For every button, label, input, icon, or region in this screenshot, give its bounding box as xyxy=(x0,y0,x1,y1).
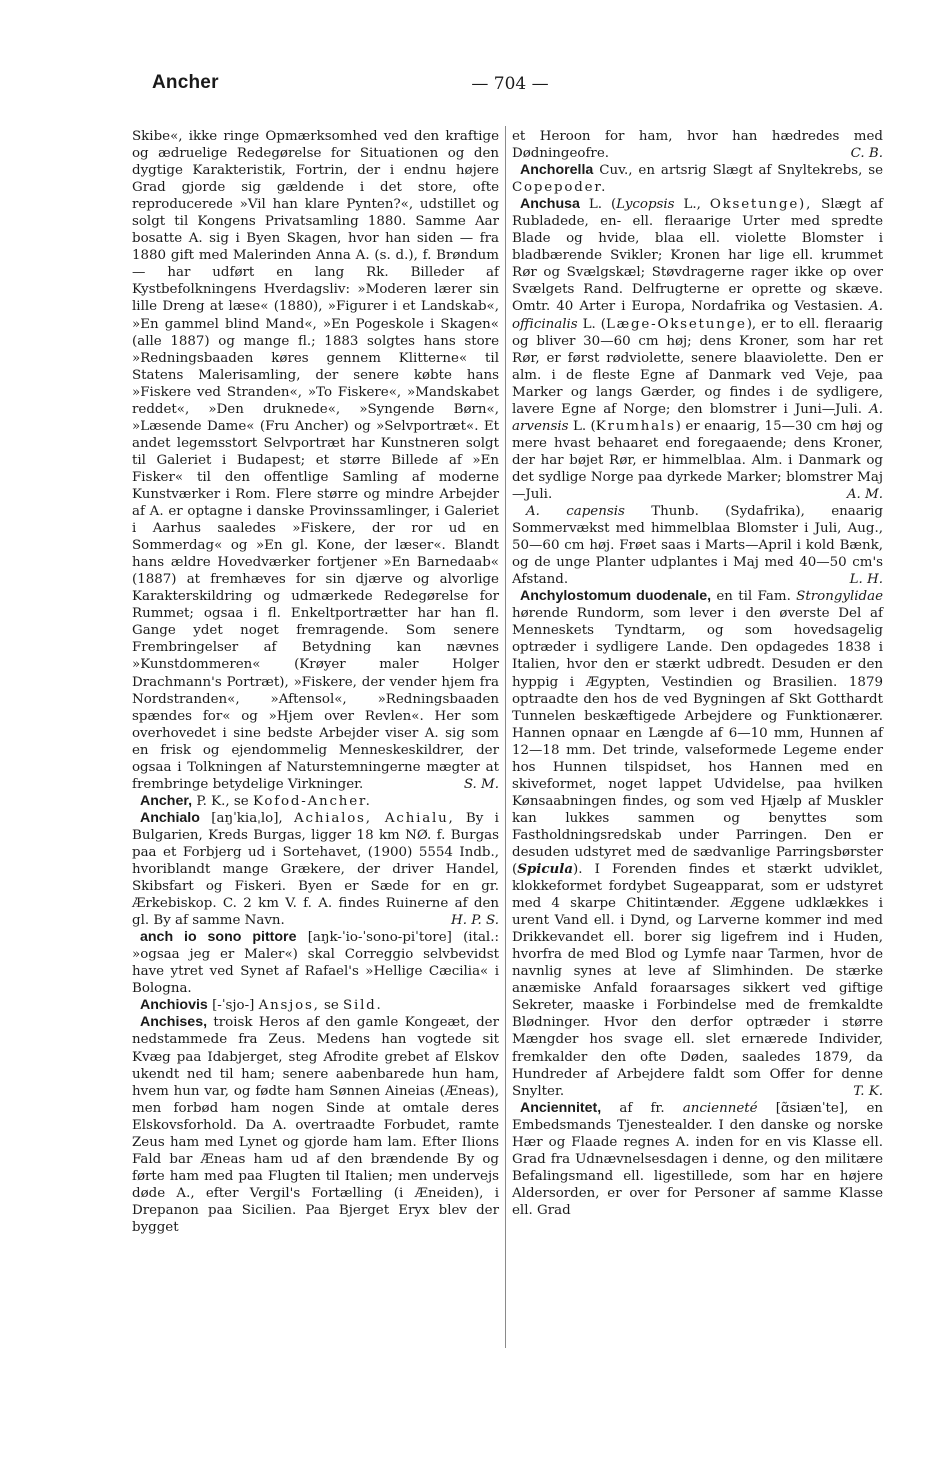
cross-reference: Sild. xyxy=(343,998,383,1014)
entry-text: L., xyxy=(683,197,701,213)
entry-text: troisk Heros af den gamle Kongeæt, der nedstammede fra Zeus. Medens han vogtede sit Kvæg paa Idabjerget, steg Afrodite grebet af Elskov ukendt ned til ham; senere aabenbarede hun ham, hvem hun var, og fødte ham Sønnen Aineias (Æneas), men forbød ham nogen Sinde at omtale deres Elskovsforhold. Da A. overtraadte Forbudet, ramte Zeus ham med Lynet og gjorde ham lam. Efter Ilions Fald bar Æneas ham ud af den brændende By og førte ham med paa Flugten til Italien; men undervejs døde A., efter Vergil's Fortælling (i Æneiden), i Drepanon paa Sicilien. Paa Bjerget Eryx blev der bygget xyxy=(132,1015,499,1235)
latin-name: A. officinalis xyxy=(512,299,883,332)
running-head: Ancher xyxy=(152,72,219,93)
entry-continuation xyxy=(512,128,883,162)
headword: Anciennitet, xyxy=(520,1099,602,1116)
headword: Ancher, xyxy=(140,792,193,809)
author-signature: A. M. xyxy=(846,486,883,502)
entry-text: af fr. xyxy=(619,1100,665,1116)
pronunciation: [aŋˈkiaˌlo], xyxy=(211,810,283,826)
entry-anciennitet xyxy=(512,1100,883,1219)
entry-anchiovis xyxy=(132,997,499,1014)
entry-text: se xyxy=(323,998,339,1014)
variant-names: Achialos, Achialu, xyxy=(294,810,455,826)
page-number: — 704 — xyxy=(471,74,549,94)
column-divider xyxy=(505,126,506,1348)
headword: Anchusa xyxy=(520,196,580,213)
author-signature: T. K. xyxy=(853,1083,883,1099)
entry-anchusa xyxy=(512,196,883,503)
headword: Anchiovis xyxy=(140,997,208,1014)
latin-name: Spicula xyxy=(517,861,574,878)
entry-text: By i Bulgarien, Kreds Burgas, ligger 18 km NØ. f. Burgas paa et Forbjerg ud i Sortehavet, (1900) 5554 Indb., hvoriblandt mange Grækere, der driver Handel, Skibsfart og Fiskeri. Byen er Sæde for en gr. Ærkebiskop. C. 2 km V. f. A. findes Ruinerne af den gl. By af samme Navn. xyxy=(132,810,499,929)
common-name: Krumhals xyxy=(595,418,676,434)
entry-text: ). I Forenden findes et stærkt udviklet, klokkeformet fordybet Sugeapparat, som er udstyret med 4 skarpe Chitintænder. Æggene udklækkes i urent Vand ell. i Dynd, og Larverne kommer ind med Drikkevandet ell. borer sig ligefrem ind i Huden, hvorfra de med Blod og Lymfe naar Tarmen, hvor de navnlig synes at leve af Slimhinden. De stærke anæmiske Anfald foraarsages sikkert ved giftige Sekreter, maaske i Forbindelse med de fremkaldte Blødninger. Hvor den derfor optræder i større Mængder hos svage ell. slet ernærede Individer, fremkalder den ofte Døden, saaledes 1879, da Hundreder af Arbejdere faldt som Offer for denne Snylter. xyxy=(512,862,883,1099)
common-name: Oksetunge), xyxy=(709,197,813,213)
entry-ancher-pk xyxy=(132,793,499,810)
latin-name: A. arvensis xyxy=(512,401,883,434)
headword: anch io sono pittore xyxy=(140,929,297,946)
headword: Anchises, xyxy=(140,1014,208,1031)
left-column xyxy=(132,128,499,1236)
cross-reference: Kofod-Ancher. xyxy=(252,793,372,809)
entry-text: L. ( xyxy=(588,197,617,213)
entry-text: L. ( xyxy=(572,418,596,434)
latin-name: Strongylidae xyxy=(796,589,883,605)
entry-anchialo xyxy=(132,810,499,929)
headword: Anchialo xyxy=(140,809,200,826)
latin-name: Lycopsis xyxy=(616,197,675,213)
entry-anchusa-capensis xyxy=(512,503,883,588)
entry-text: ), er to ell. fleraarig og bliver 30—60 cm høj; dens Kroner, som har ret Rør, er først rødviolette, senere blaaviolette. Den er alm. i de fleste Egne af Danmark ved Veje, paa Marker og langs Gærder, og findes i de sydligere, lavere Egne af Norge; den blomstrer i Juni—Juli. xyxy=(512,316,883,417)
foreign-word: ancienneté xyxy=(682,1100,758,1116)
entry-anchises xyxy=(132,1014,499,1236)
entry-text: Slægt af Rubladede, en- ell. fleraarige Urter med spredte Blade og hvide, blaa ell. violette Blomster i bladbærende Svikler; Kronen har lige ell. krummet Rør og Svælgskæl; Støvdragerne rager ikke op over Svælgets Rand. Delfrugterne er oprette og skæve. Omtr. 40 Arter i Europa, Nordafrika og Vestasien. xyxy=(512,197,883,315)
entry-text: en til Fam. xyxy=(716,589,791,605)
author-signature: C. B. xyxy=(850,146,883,162)
pronunciation: [-ˈsjo-] xyxy=(212,998,255,1014)
entry-anchylostomum xyxy=(512,588,883,1099)
right-column xyxy=(512,128,883,1219)
headword: Anchylostomum duodenale, xyxy=(520,588,712,605)
entry-text: L. ( xyxy=(582,316,606,332)
entry-text: Thunb. (Sydafrika), enaarig Sommervækst med himmelblaa Blomster i Juli, Aug., 50—60 cm høj. Frøet saas i Marts—April i kold Bænk, og de unge Planter udplantes i Maj med 40—50 cm's Afstand. xyxy=(512,504,883,588)
entry-text: hørende Rundorm, som lever i den øverste Del af Menneskets Tyndtarm, og som hovedsagelig optræder i sydligere Lande. Den opdagedes 1838 i Italien, hvor den er stærkt udbredt. Desuden er den hyppig i Ægypten, Vestindien og Brasilien. 1879 optraadte den hos de ved Bygningen af Skt Gotthardt Tunnelen beskæftigede Arbejdere og Funktionærer. Hannen opnaar en Længde af 6—10 mm, Hunnen af 12—18 mm. Det trinde, valseformede Legeme ender hos Hunnen tilspidset, hos Hannen med en skiveformet, noget lappet Udvidelse, paa hvilken Kønsaabningen findes, og som ved Hjælp af Muskler kan lukkes sammen og benyttes som Fastholdningsredskab under Parringen. Den er desuden udstyret med de sædvanlige Parringsbørster ( xyxy=(512,606,883,878)
latin-name: A. capensis xyxy=(526,504,625,520)
author-signature: S. M. xyxy=(463,776,499,792)
entry-text: et Heroon for ham, hvor han hædredes med Dødningeofre. xyxy=(512,129,883,162)
entry-continuation xyxy=(132,128,499,793)
cross-reference: Copepoder. xyxy=(512,180,608,196)
entry-text: ) er enaarig, 15—30 cm høj og mere hvast behaaret end foregaaende; dens Kroner, der har bøjet Rør, er himmelblaa. Alm. i Danmark og det sydlige Norge paa dyrkede Marker; blomstrer Maj—Juli. xyxy=(512,418,883,502)
entry-text: [ɑ̃siænˈte], en Embedsmands Tjenestealder. I den danske og norske Hær og Flaade regnes A. inden for en vis Klasse ell. Grad fra Udnævnelsesdagen i denne, og den militære Befalingsmand ell. ligestillede, som har en højere Aldersorden, er over for Personer af samme Klasse ell. Grad xyxy=(512,1100,884,1218)
entry-anch-io-sono-pittore xyxy=(132,929,499,997)
headword: Anchorella xyxy=(520,162,594,179)
common-name: Læge-Oksetunge xyxy=(605,316,747,332)
entry-text: Cuv., en artsrig Slægt af Snyltekrebs, se xyxy=(599,163,883,179)
author-signature: H. P. S. xyxy=(451,913,499,929)
author-signature: L. H. xyxy=(849,572,883,588)
entry-text: [aŋk-ˈio-ˈsono-piˈtore] (ital.: »ogsaa jeg er Maler«) skal Correggio selvbevidst have ytret ved Synet af Rafael's »Hellige Cæcilia« i Bologna. xyxy=(132,930,499,997)
cross-reference: Ansjos, xyxy=(258,998,320,1014)
entry-anchorella xyxy=(512,162,883,196)
entry-text: Skibe«, ikke ringe Opmærksomhed ved den kraftige og ædruelige Redegørelse for Situationen og den dygtige Karakteristik, Fortrin, der i endnu højere Grad gjorde sig gældende i det store, ofte reproducerede »Vil han klare Pynten?«, udstillet og solgt til Kongens Privatsamling 1880. Samme Aar bosatte A. sig i Byen Skagen, hvor han siden — fra 1880 gift med Malerinden Anna A. (s. d.), f. Brøndum — har udført en lang Rk. Billeder af Kystbefolkningens Hverdagsliv: »Moderen lærer sin lille Dreng at læse« (1880), »Figurer i et Landskab«, »En gammel blind Mand«, »En Pogeskole i Skagen« (alle 1887) og mange fl.; 1883 solgtes hans store »Redningsbaaden køres gennem Klitterne« til Statens Malerisamling, der senere købte hans »Fiskere ved Stranden«, »To Fiskere«, »Mandskabet reddet«, »Den druknede«, »Syngende Børn«, »Læsende Dame« (Fru Ancher) og »Selvportræt«. Et andet legemsstort Selvportræt har Kunstneren solgt til Galeriet i Budapest; et større Billede af »En Fisker« til den offentlige Samling af moderne Kunstværker i Rom. Flere større og mindre Arbejder af A. er optagne i danske Provinssamlinger, i Galeriet i Aarhus saaledes »Fiskere, der ror ud en Sommerdag« og »En gl. Kone, der læser«. Blandt hans ældre Hovedværker fortjener »En Barnedaab« (1887) at fremhæves for sin djærve og alvorlige Karakterskildring og udmærkede Redegørelse for Rummet; ogsaa i fl. Enkeltportrætter har han fl. Gange ydet noget fremragende. Som senere Frembringelser af Betydning kan nævnes »Kunstdommeren« (Krøyer maler Holger Drachmann's Portræt), »Fiskere, der vender hjem fra Nordstranden«, »Aftensol«, »Redningsbaaden spændes for« og »Hjem over Revlen«. Her som overhovedet i sine bedste Arbejder viser A. sig som en frisk og ejendommelig Menneskeskildrer, der ogsaa i Tolkningen af Naturstemningerne mægter at frembringe betydelige Virkninger. xyxy=(132,129,499,792)
entry-text: P. K., se xyxy=(196,793,249,809)
